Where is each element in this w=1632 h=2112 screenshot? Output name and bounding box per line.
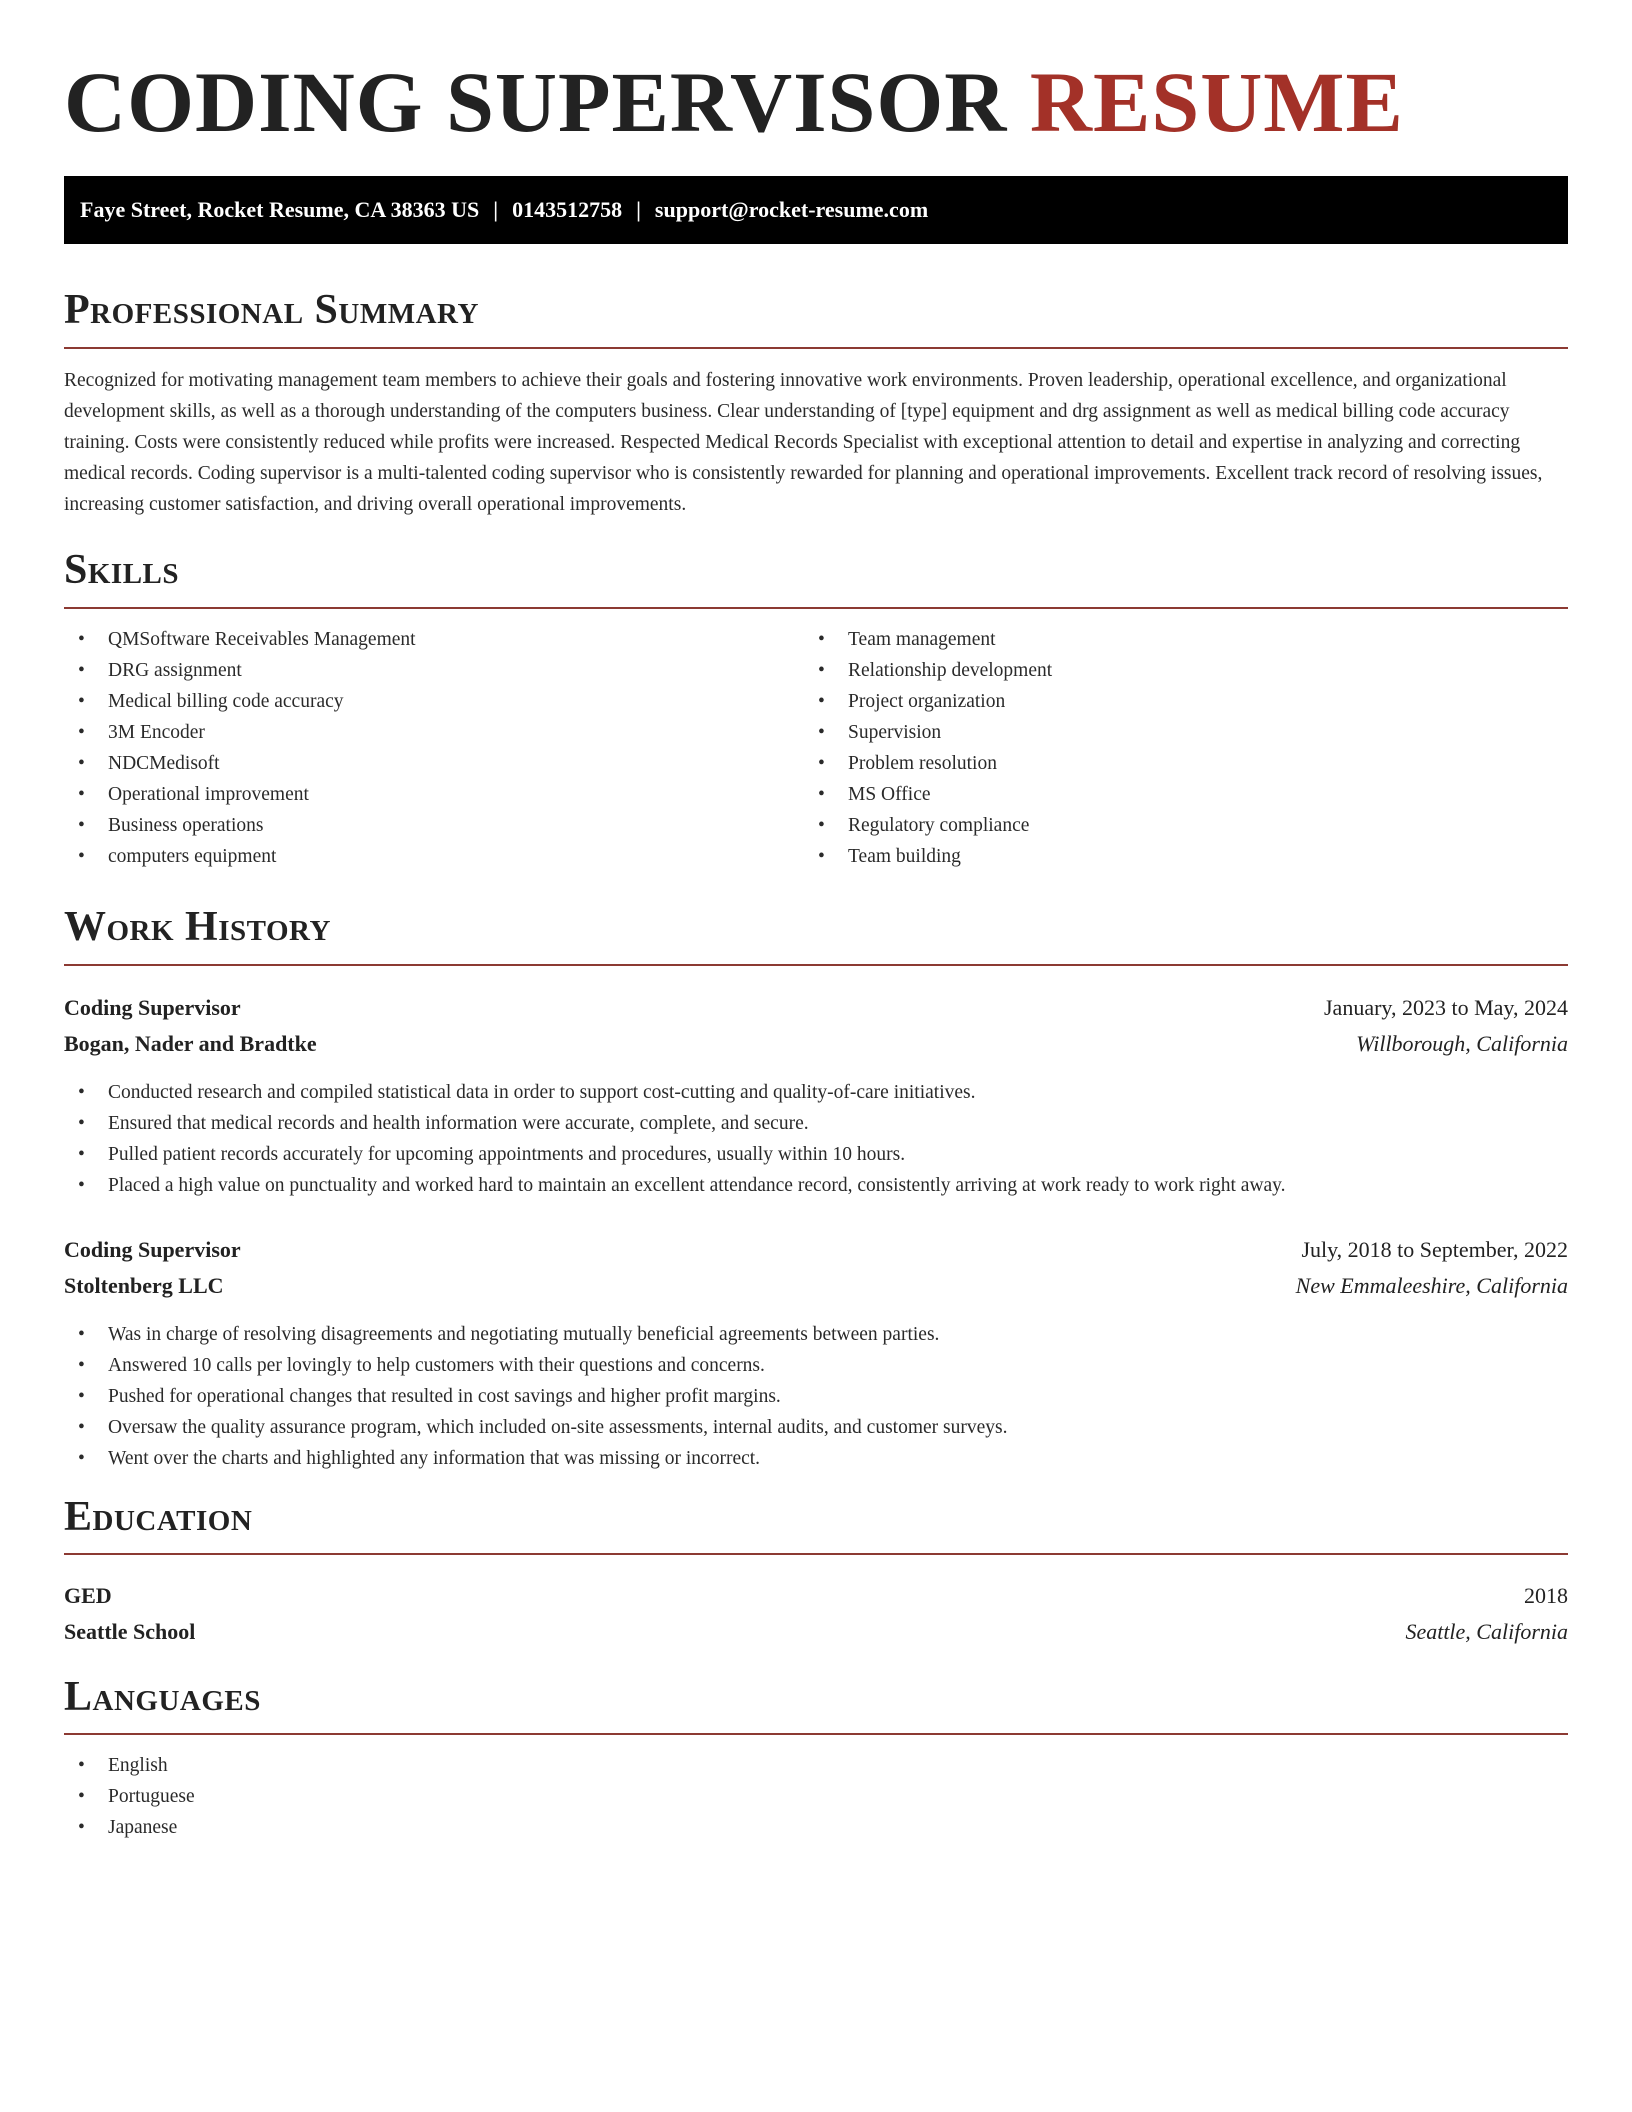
resume-title xyxy=(64,52,1404,152)
contact-separator: | xyxy=(493,197,499,222)
job-duty: • Pushed for operational changes that resulted in cost savings and higher profit margins. xyxy=(64,1381,1007,1412)
job-header xyxy=(64,1232,1568,1268)
job-duties xyxy=(64,1077,1286,1201)
education-degree: GED xyxy=(64,1583,112,1608)
languages-list xyxy=(64,1750,195,1843)
section-divider xyxy=(64,1553,1568,1555)
skill-item: • Relationship development xyxy=(804,655,1052,686)
education-header xyxy=(64,1578,1568,1614)
section-divider xyxy=(64,1733,1568,1735)
contact-bar xyxy=(64,176,1568,244)
skill-item: • Supervision xyxy=(804,717,1052,748)
work-history-heading: Work History xyxy=(64,904,331,950)
skills-heading: Skills xyxy=(64,547,180,593)
skill-item: • MS Office xyxy=(804,779,1052,810)
summary-text: Recognized for motivating management team members to achieve their goals and fostering innovative work environments. Proven leadership, operational excellence, and organizational development skills, as well as a thorough understanding of the computers business. Clear understanding of [type] equipment and drg assignment as well as medical billing code accuracy training. Costs were consistently reduced while profits were increased. Respected Medical Records Specialist with exceptional attention to detail and expertise in analyzing and correcting medical records. Coding supervisor is a multi-talented coding supervisor who is consistently rewarded for planning and operational improvements. Excellent track record of resolving issues, increasing customer satisfaction, and driving overall operational improvements. xyxy=(64,370,1543,515)
job-subheader xyxy=(64,1026,1568,1062)
job-duty: • Conducted research and compiled statistical data in order to support cost-cutting and quality-of-care initiatives. xyxy=(64,1077,1286,1108)
education-year: 2018 xyxy=(1524,1583,1568,1608)
education-heading: Education xyxy=(64,1494,253,1540)
job-duties xyxy=(64,1319,1007,1474)
contact-email: support@rocket-resume.com xyxy=(654,197,929,222)
job-duty: • Was in charge of resolving disagreements and negotiating mutually beneficial agreements between parties. xyxy=(64,1319,1007,1350)
skill-item: • Business operations xyxy=(64,810,416,841)
skills-list-right xyxy=(804,624,1052,872)
job-location: Willborough, California xyxy=(1356,1031,1568,1056)
section-divider xyxy=(64,347,1568,349)
skill-item: • Operational improvement xyxy=(64,779,416,810)
job-location: New Emmaleeshire, California xyxy=(1295,1273,1568,1298)
section-divider xyxy=(64,607,1568,609)
skill-item: • 3M Encoder xyxy=(64,717,416,748)
job-duty: • Went over the charts and highlighted any information that was missing or incorrect. xyxy=(64,1443,1007,1474)
language-item: • Portuguese xyxy=(64,1781,195,1812)
job-dates: July, 2018 to September, 2022 xyxy=(1301,1237,1568,1262)
skill-item: • Team building xyxy=(804,841,1052,872)
education-school: Seattle School xyxy=(64,1619,196,1644)
job-title: Coding Supervisor xyxy=(64,1237,241,1262)
skill-item: • Project organization xyxy=(804,686,1052,717)
contact-address: Faye Street, Rocket Resume, CA 38363 US xyxy=(80,197,480,222)
title-main: CODING SUPERVISOR xyxy=(64,54,1008,150)
skill-item: • Medical billing code accuracy xyxy=(64,686,416,717)
skill-item: • DRG assignment xyxy=(64,655,416,686)
skill-item: • Regulatory compliance xyxy=(804,810,1052,841)
job-dates: January, 2023 to May, 2024 xyxy=(1324,995,1568,1020)
job-duty: • Placed a high value on punctuality and worked hard to maintain an excellent attendance record, consistently arriving at work ready to work right away. xyxy=(64,1170,1286,1201)
education-subheader xyxy=(64,1614,1568,1650)
skill-item: • NDCMedisoft xyxy=(64,748,416,779)
job-duty: • Oversaw the quality assurance program, which included on-site assessments, internal audits, and customer surveys. xyxy=(64,1412,1007,1443)
skill-item: • Problem resolution xyxy=(804,748,1052,779)
skill-item: • Team management xyxy=(804,624,1052,655)
job-duty: • Ensured that medical records and health information were accurate, complete, and secure. xyxy=(64,1108,1286,1139)
skill-item: • computers equipment xyxy=(64,841,416,872)
skill-item: • QMSoftware Receivables Management xyxy=(64,624,416,655)
job-company: Stoltenberg LLC xyxy=(64,1273,224,1298)
job-duty: • Pulled patient records accurately for upcoming appointments and procedures, usually within 10 hours. xyxy=(64,1139,1286,1170)
title-accent: RESUME xyxy=(1029,54,1404,150)
job-subheader xyxy=(64,1268,1568,1304)
job-duty: • Answered 10 calls per lovingly to help customers with their questions and concerns. xyxy=(64,1350,1007,1381)
education-location: Seattle, California xyxy=(1405,1619,1568,1644)
skills-list-left xyxy=(64,624,416,872)
job-header xyxy=(64,990,1568,1026)
job-company: Bogan, Nader and Bradtke xyxy=(64,1031,317,1056)
contact-phone: 0143512758 xyxy=(512,197,623,222)
job-title: Coding Supervisor xyxy=(64,995,241,1020)
language-item: • English xyxy=(64,1750,195,1781)
language-item: • Japanese xyxy=(64,1812,195,1843)
languages-heading: Languages xyxy=(64,1674,261,1720)
summary-heading: Professional Summary xyxy=(64,287,479,333)
contact-separator: | xyxy=(636,197,641,222)
section-divider xyxy=(64,964,1568,966)
